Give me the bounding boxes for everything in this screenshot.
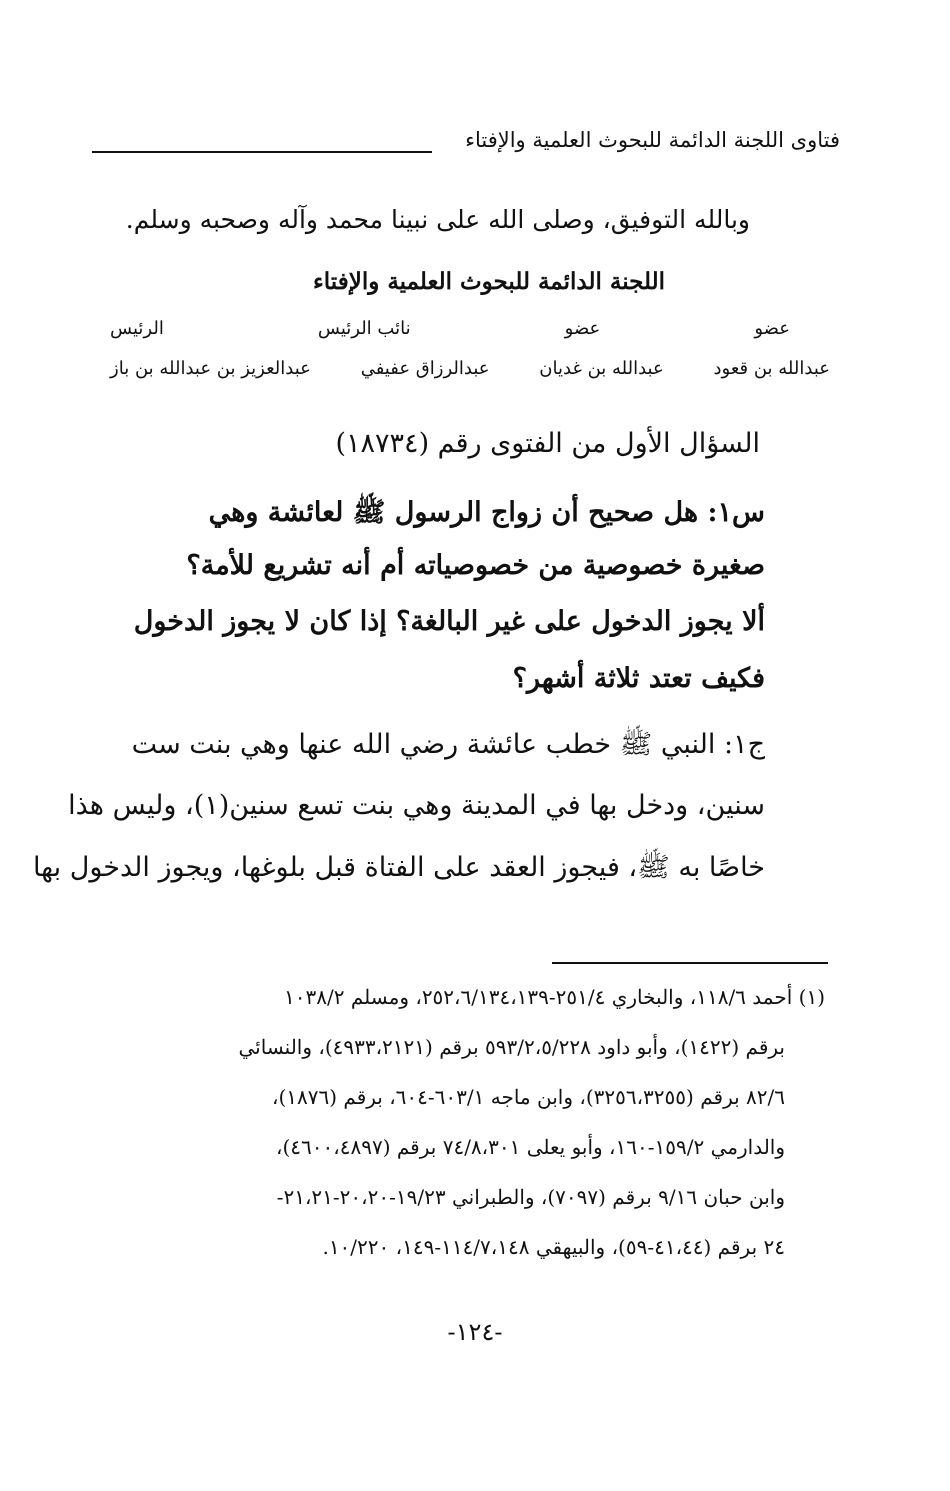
committee-title: اللجنة الدائمة للبحوث العلمية والإفتاء [312,268,665,295]
footnote-line: ٢٤ برقم (٤١،٤٤-٥٩)، والبيهقي ١١٤/٧،١٤٨-١٤٩، ١٠/٢٢٠. [322,1235,785,1259]
footnote-line: والدارمي ١٥٩/٢-١٦٠، وأبو يعلى ٧٤/٨،٣٠١ برقم (٤٦٠٠،٤٨٩٧)، [276,1135,785,1159]
role-member-1: عضو [754,318,790,339]
question-line: فكيف تعتد ثلاثة أشهر؟ [512,663,765,694]
name-signatory-1: عبدالله بن قعود [713,358,830,379]
role-member-2: عضو [564,318,601,339]
footnote-line: وابن حبان ٩/١٦ برقم (٧٠٩٧)، والطبراني ١٩/٢٣-٢٠،٢٠-٢١،٢١- [276,1185,785,1209]
answer-line: سنين، ودخل بها في المدينة وهي بنت تسع سنين(١)، وليس هذا [68,790,765,821]
answer-line: ج١: النبي ﷺ خطب عائشة رضي الله عنها وهي بنت ست [131,729,765,760]
name-signatory-2: عبدالله بن غديان [539,358,664,379]
role-president: الرئيس [110,318,164,339]
fatwa-title: السؤال الأول من الفتوى رقم (١٨٧٣٤) [335,428,760,459]
footnote-line: برقم (١٤٢٢)، وأبو داود ٥٩٣/٢،٥/٢٢٨ برقم (٤٩٣٣،٢١٢١)، والنسائي [238,1035,785,1059]
answer-line: خاصًا به ﷺ، فيجوز العقد على الفتاة قبل بلوغها، ويجوز الدخول بها [32,852,765,883]
signatory-names [110,358,830,379]
footnote-line: ٨٢/٦ برقم (٣٢٥٦،٣٢٥٥)، وابن ماجه ٦٠٣/١-٦٠٤، برقم (١٨٧٦)، [271,1085,785,1109]
question-line: س١: هل صحيح أن زواج الرسول ﷺ لعائشة وهي [208,497,765,528]
footnote-rule [552,962,828,964]
running-header: فتاوى اللجنة الدائمة للبحوث العلمية والإفتاء [465,128,840,152]
page-number: -١٢٤- [447,1318,503,1346]
name-signatory-4: عبدالعزيز بن عبدالله بن باز [110,358,311,379]
name-signatory-3: عبدالرزاق عفيفي [360,358,490,379]
signatory-roles [110,318,830,339]
header-rule [92,151,432,153]
question-line: صغيرة خصوصية من خصوصياته أم أنه تشريع للأمة؟ [186,550,765,581]
footnote-line: (١) أحمد ١١٨/٦، والبخاري ٢٥١/٤-٢٥٢،٦/١٣٤،١٣٩، ومسلم ١٠٣٨/٢ [284,985,825,1009]
closing-line: وبالله التوفيق، وصلى الله على نبينا محمد وآله وصحبه وسلم. [125,205,750,234]
role-vice-president: نائب الرئيس [317,318,411,339]
question-line: ألا يجوز الدخول على غير البالغة؟ إذا كان لا يجوز الدخول [133,606,765,637]
